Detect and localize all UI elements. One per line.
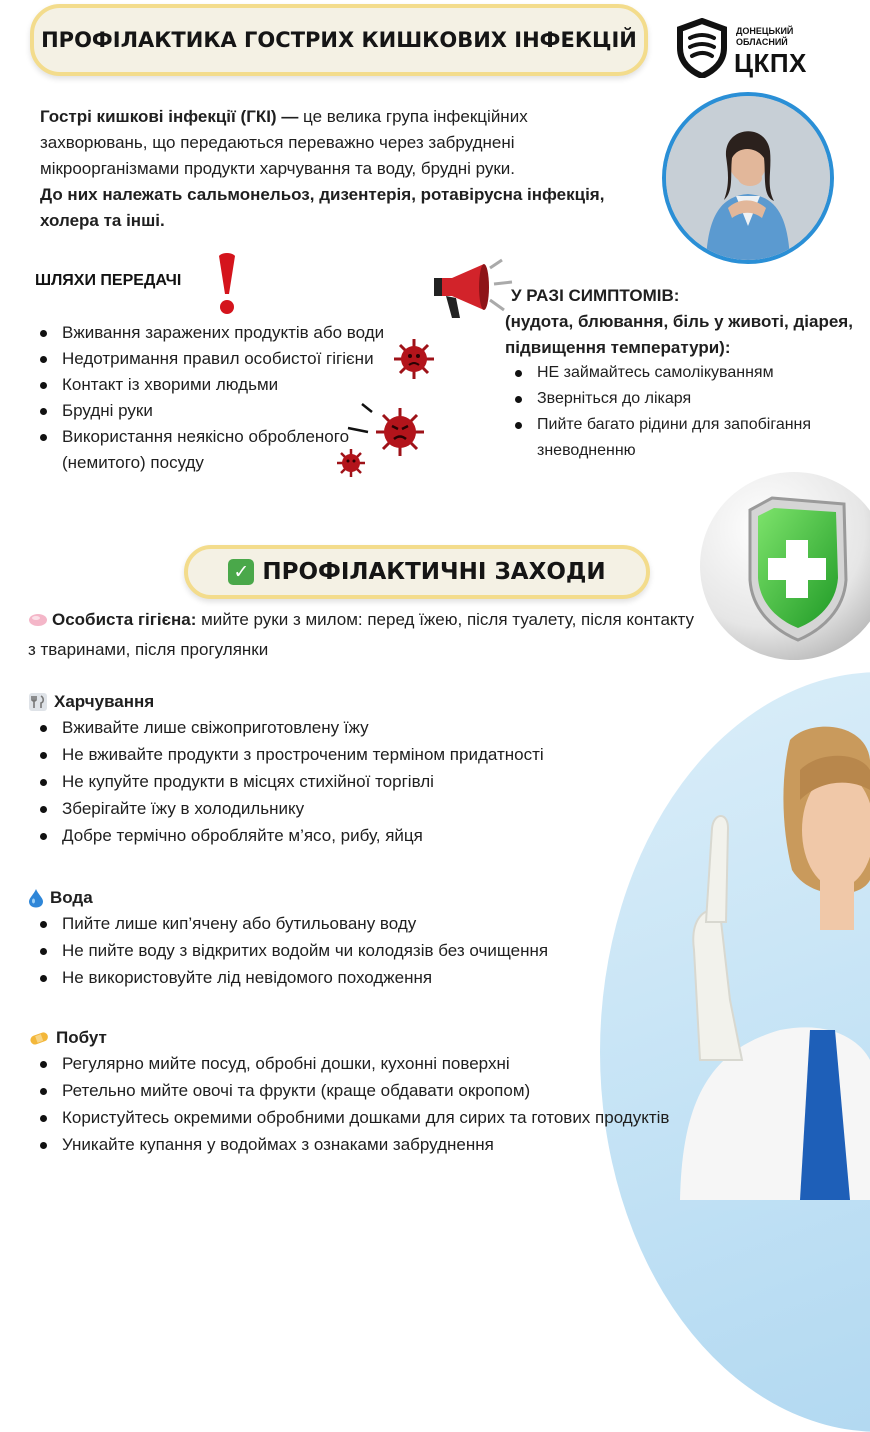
shield-cross-icon bbox=[694, 470, 870, 666]
logo-caption: ДОНЕЦЬКИЙ ОБЛАСНИЙ bbox=[736, 26, 794, 47]
shield-logo-icon bbox=[676, 18, 728, 78]
water-section bbox=[28, 888, 678, 991]
list-item: Контакт із хворими людьми bbox=[38, 372, 408, 398]
list-item: Користуйтесь окремими обробними дошками для сирих та готових продуктів bbox=[38, 1104, 712, 1131]
household-list bbox=[38, 1050, 718, 1158]
list-item: Зверніться до лікаря bbox=[513, 386, 853, 412]
list-item: Не використовуйте лід невідомого походження bbox=[38, 964, 678, 991]
logo bbox=[676, 18, 816, 82]
intro-definition: це велика група інфекційних захворювань, що передаються переважно через забруднені мікроорганізмами продукти харчування та воду, брудні руки. bbox=[40, 107, 528, 178]
intro-term: Гострі кишкові інфекції (ГКІ) — bbox=[40, 107, 299, 126]
page-title-pill bbox=[30, 4, 648, 76]
intro-examples: До них належать сальмонельоз, дизентерія, ротавірусна інфекція, холера та інші. bbox=[40, 185, 605, 230]
food-heading: Харчування bbox=[54, 692, 155, 711]
list-item: НЕ займайтесь самолікуванням bbox=[513, 360, 853, 386]
water-heading: Вода bbox=[50, 888, 93, 907]
symptoms-list bbox=[513, 360, 853, 464]
household-section bbox=[28, 1028, 718, 1158]
hygiene-text: мийте руки з милом: перед їжею, після туалету, після контакту з тваринами, після прогулянки bbox=[28, 610, 694, 659]
bandage-icon bbox=[28, 1028, 50, 1048]
list-item: Вживайте лише свіжоприготовлену їжу bbox=[38, 714, 668, 741]
list-item: Не купуйте продукти в місцях стихійної торгівлі bbox=[38, 768, 668, 795]
water-list bbox=[38, 910, 678, 991]
list-item: Регулярно мийте посуд, обробні дошки, кухонні поверхні bbox=[38, 1050, 718, 1077]
sick-woman-photo bbox=[662, 92, 834, 264]
cutlery-icon bbox=[28, 692, 48, 712]
list-item: Вживання заражених продуктів або води bbox=[38, 320, 408, 346]
household-heading-row bbox=[28, 1028, 718, 1048]
household-heading: Побут bbox=[56, 1028, 107, 1047]
check-icon: ✓ bbox=[228, 559, 254, 585]
food-list bbox=[38, 714, 668, 849]
logo-name: ЦКПХ bbox=[734, 48, 807, 78]
list-item: Ретельно мийте овочі та фрукти (краще обдавати окропом) bbox=[38, 1077, 718, 1104]
page-title: ПРОФІЛАКТИКА ГОСТРИХ КИШКОВИХ ІНФЕКЦІЙ bbox=[41, 28, 637, 52]
hygiene-label: Особиста гігієна: bbox=[52, 610, 197, 629]
hygiene-paragraph bbox=[28, 605, 698, 665]
list-item: Уникайте купання у водоймах з ознаками забруднення bbox=[38, 1131, 718, 1158]
food-heading-row bbox=[28, 692, 668, 712]
exclamation-icon bbox=[214, 252, 240, 316]
virus-icon bbox=[336, 448, 366, 478]
symptoms-subheading: (нудота, блювання, біль у животі, діарея, підвищення температури): bbox=[505, 312, 853, 357]
list-item: Добре термічно обробляйте м’ясо, рибу, яйця bbox=[38, 822, 668, 849]
intro-paragraph bbox=[40, 104, 630, 234]
soap-icon bbox=[28, 611, 48, 627]
list-item: Недотримання правил особистої гігієни bbox=[38, 346, 408, 372]
transmission-heading: ШЛЯХИ ПЕРЕДАЧІ bbox=[35, 272, 182, 289]
list-item: Не вживайте продукти з простроченим терміном придатності bbox=[38, 741, 668, 768]
prevention-heading-pill bbox=[184, 545, 650, 599]
list-item: Зберігайте їжу в холодильнику bbox=[38, 795, 668, 822]
symptoms-heading: У РАЗІ СИМПТОМІВ: bbox=[511, 286, 680, 305]
symptoms-heading-block bbox=[505, 283, 865, 361]
list-item: Не пийте воду з відкритих водойм чи колодязів без очищення bbox=[38, 937, 678, 964]
prevention-heading: ПРОФІЛАКТИЧНІ ЗАХОДИ bbox=[262, 559, 606, 585]
woman-illustration bbox=[666, 96, 830, 260]
list-item: Пийте багато рідини для запобігання зневодненню bbox=[513, 412, 853, 464]
water-heading-row bbox=[28, 888, 678, 908]
water-drop-icon bbox=[28, 888, 44, 908]
list-item: Пийте лише кип’ячену або бутильовану воду bbox=[38, 910, 678, 937]
list-item: Брудні руки bbox=[38, 398, 408, 424]
list-item: Використання неякісно обробленого (немитого) посуду bbox=[38, 424, 408, 476]
megaphone-icon bbox=[432, 258, 516, 324]
food-section bbox=[28, 692, 668, 849]
virus-icon bbox=[392, 337, 436, 381]
